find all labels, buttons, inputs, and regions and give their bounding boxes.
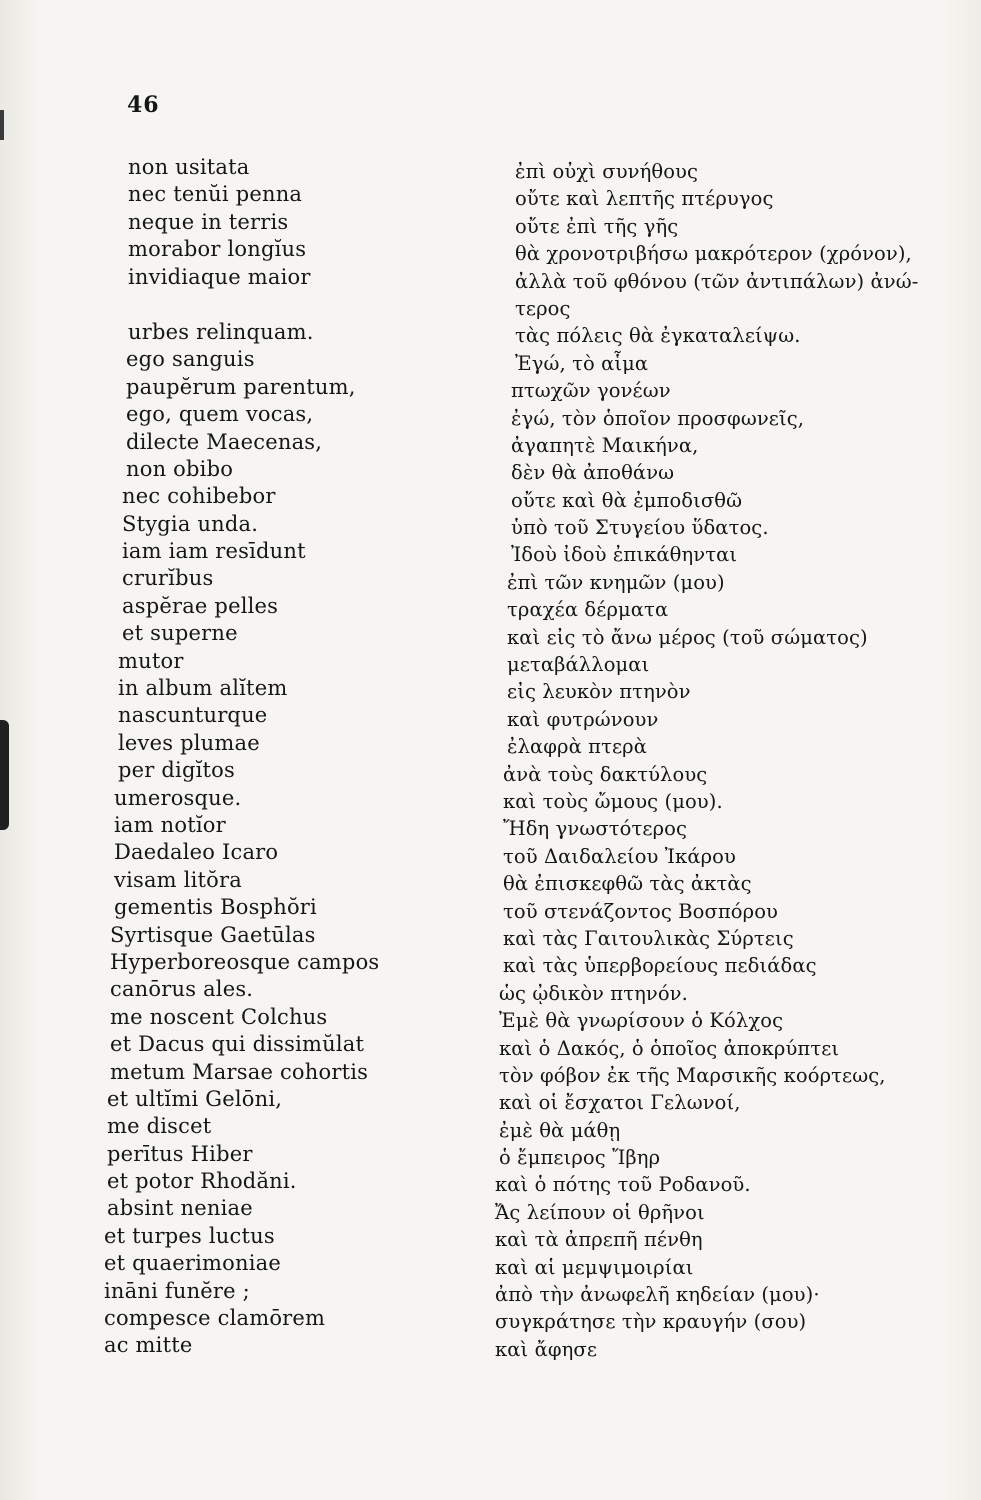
greek-line: Ἤδη γνωστότερος xyxy=(503,817,687,841)
greek-line: τοῦ στενάζοντος Βοσπόρου xyxy=(503,899,779,923)
greek-line: Ἐμὲ θὰ γνωρίσουν ὁ Κόλχος xyxy=(499,1009,784,1033)
greek-line: ὡς ᾠδικὸν πτηνόν. xyxy=(499,981,688,1005)
latin-line: et superne xyxy=(122,621,238,646)
greek-line: ἐγώ, τὸν ὁποῖον προσφωνεῖς, xyxy=(511,406,805,430)
latin-line: me discet xyxy=(107,1114,212,1139)
latin-line: absint neniae xyxy=(107,1196,253,1221)
latin-line: visam litŏra xyxy=(114,867,242,892)
latin-line: nascunturque xyxy=(118,703,268,728)
greek-line: οὔτε καὶ θὰ ἐμποδισθῶ xyxy=(511,488,743,512)
latin-line: aspĕrae pelles xyxy=(122,593,279,618)
greek-line: ἀνὰ τοὺς δακτύλους xyxy=(503,762,708,786)
greek-line: τὸν φόβον ἐκ τῆς Μαρσικῆς κοόρτεως, xyxy=(499,1063,886,1087)
greek-line: καὶ εἰς τὸ ἄνω μέρος (τοῦ σώματος) xyxy=(507,625,868,649)
greek-line: τραχέα δέρματα xyxy=(507,598,669,622)
latin-line: Stygia unda. xyxy=(122,511,259,536)
greek-line: τὰς πόλεις θὰ ἐγκαταλείψω. xyxy=(515,324,801,348)
greek-line: ἀλλὰ τοῦ φθόνου (τῶν ἀντιπάλων) ἀνώ- xyxy=(515,269,919,293)
latin-line: canōrus ales. xyxy=(110,977,254,1002)
latin-text-column xyxy=(104,154,444,1360)
greek-line: καὶ τὰς Γαιτουλικὰς Σύρτεις xyxy=(503,926,794,950)
latin-line: nec tenŭi penna xyxy=(128,182,303,207)
greek-line: ἐμὲ θὰ μάθῃ xyxy=(499,1118,621,1142)
greek-line: ἐλαφρὰ πτερὰ xyxy=(507,735,648,759)
latin-line: non usitata xyxy=(128,155,250,179)
greek-line: καὶ αἱ μεμψιμοιρίαι xyxy=(495,1255,694,1279)
greek-line: καὶ οἱ ἔσχατοι Γελωνοί, xyxy=(499,1091,741,1115)
margin-mark xyxy=(0,110,4,140)
latin-line: Daedaleo Icaro xyxy=(114,840,279,865)
greek-line: ἐπὶ τῶν κνημῶν (μου) xyxy=(507,570,725,594)
greek-line: θὰ ἐπισκεφθῶ τὰς ἀκτὰς xyxy=(503,872,752,896)
latin-line: iam iam resīdunt xyxy=(122,539,306,564)
latin-line: ac mitte xyxy=(104,1333,193,1358)
latin-line: invidiaque maior xyxy=(128,264,311,289)
latin-line: non obibo xyxy=(126,456,234,481)
greek-line: ἀγαπητὲ Μαικήνα, xyxy=(511,433,699,457)
latin-line: paupĕrum parentum, xyxy=(126,374,356,399)
greek-line: Ἰδοὺ ἰδοὺ ἐπικάθηνται xyxy=(511,543,738,567)
greek-line: Ἐγώ, τὸ αἷμα xyxy=(515,351,649,375)
latin-line: et turpes luctus xyxy=(104,1223,275,1248)
latin-line: umerosque. xyxy=(114,785,242,810)
latin-line: urbes relinquam. xyxy=(128,319,314,344)
page-number: 46 xyxy=(127,92,160,118)
greek-line: οὔτε καὶ λεπτῆς πτέρυγος xyxy=(515,187,774,211)
greek-line: ὁ ἔμπειρος Ἴβηρ xyxy=(499,1146,661,1170)
latin-line: et quaerimoniae xyxy=(104,1251,281,1276)
latin-line: iam notĭor xyxy=(114,812,226,837)
greek-line: καὶ ὁ Δακός, ὁ ὁποῖος ἀποκρύπτει xyxy=(499,1036,840,1060)
latin-line: per digĭtos xyxy=(118,758,235,783)
latin-line: nec cohibebor xyxy=(122,484,276,509)
greek-line: καὶ τὰς ὑπερβορείους πεδιάδας xyxy=(503,954,817,978)
greek-line: καὶ τὰ ἀπρεπῆ πένθη xyxy=(495,1228,703,1252)
greek-line: τερος xyxy=(515,296,571,320)
greek-line: ἀπὸ τὴν ἀνωφελῆ κηδείαν (μου)· xyxy=(495,1283,820,1307)
latin-line: et Dacus qui dissimŭlat xyxy=(110,1032,365,1057)
greek-line: καὶ ὁ πότης τοῦ Ροδανοῦ. xyxy=(495,1173,751,1197)
latin-line: perītus Hiber xyxy=(107,1141,253,1166)
latin-line: in album alĭtem xyxy=(118,676,288,701)
greek-line: καὶ τοὺς ὤμους (μου). xyxy=(503,789,723,813)
greek-line: πτωχῶν γονέων xyxy=(511,379,671,403)
latin-line: crurĭbus xyxy=(122,566,214,591)
latin-line: me noscent Colchus xyxy=(110,1004,328,1029)
greek-line: Ἄς λείπουν οἱ θρῆνοι xyxy=(495,1200,705,1224)
latin-line: compesce clamōrem xyxy=(104,1306,326,1331)
latin-line: Hyperboreosque campos xyxy=(110,949,380,974)
greek-line: καὶ φυτρώνουν xyxy=(507,707,659,731)
greek-stanza xyxy=(495,158,955,1363)
greek-line: μεταβάλλομαι xyxy=(507,653,650,677)
greek-line: οὔτε ἐπὶ τῆς γῆς xyxy=(515,214,679,238)
latin-line: morabor longĭus xyxy=(128,237,307,262)
latin-line: Syrtisque Gaetūlas xyxy=(110,922,316,947)
latin-line: gementis Bosphŏri xyxy=(114,895,317,920)
greek-line: τοῦ Δαιδαλείου Ἰκάρου xyxy=(503,844,736,868)
greek-line: ἐπὶ οὐχὶ συνήθους xyxy=(515,160,699,183)
greek-line: θὰ χρονοτριβήσω μακρότερον (χρόνον), xyxy=(515,242,912,266)
latin-line: dilecte Maecenas, xyxy=(126,429,323,454)
greek-line: συγκράτησε τὴν κραυγήν (σου) xyxy=(495,1310,807,1334)
latin-stanza xyxy=(104,319,444,1360)
latin-line: neque in terris xyxy=(128,209,289,234)
greek-translation-column xyxy=(495,158,955,1363)
latin-stanza xyxy=(104,154,444,291)
latin-line: leves plumae xyxy=(118,730,260,755)
latin-line: et potor Rhodăni. xyxy=(107,1169,297,1194)
latin-line: ināni funĕre ; xyxy=(104,1278,250,1303)
greek-line: εἰς λευκὸν πτηνὸν xyxy=(507,680,691,704)
latin-line: ego sanguis xyxy=(126,347,255,372)
latin-line: metum Marsae cohortis xyxy=(110,1059,369,1084)
latin-line: ego, quem vocas, xyxy=(126,402,314,427)
greek-line: ὑπὸ τοῦ Στυγείου ὕδατος. xyxy=(511,516,769,540)
latin-line: et ultĭmi Gelōni, xyxy=(107,1086,283,1111)
greek-line: δὲν θὰ ἀποθάνω xyxy=(511,461,675,485)
latin-line: mutor xyxy=(118,648,184,673)
greek-line: καὶ ἄφησε xyxy=(495,1337,598,1361)
margin-binding-mark xyxy=(0,720,9,830)
